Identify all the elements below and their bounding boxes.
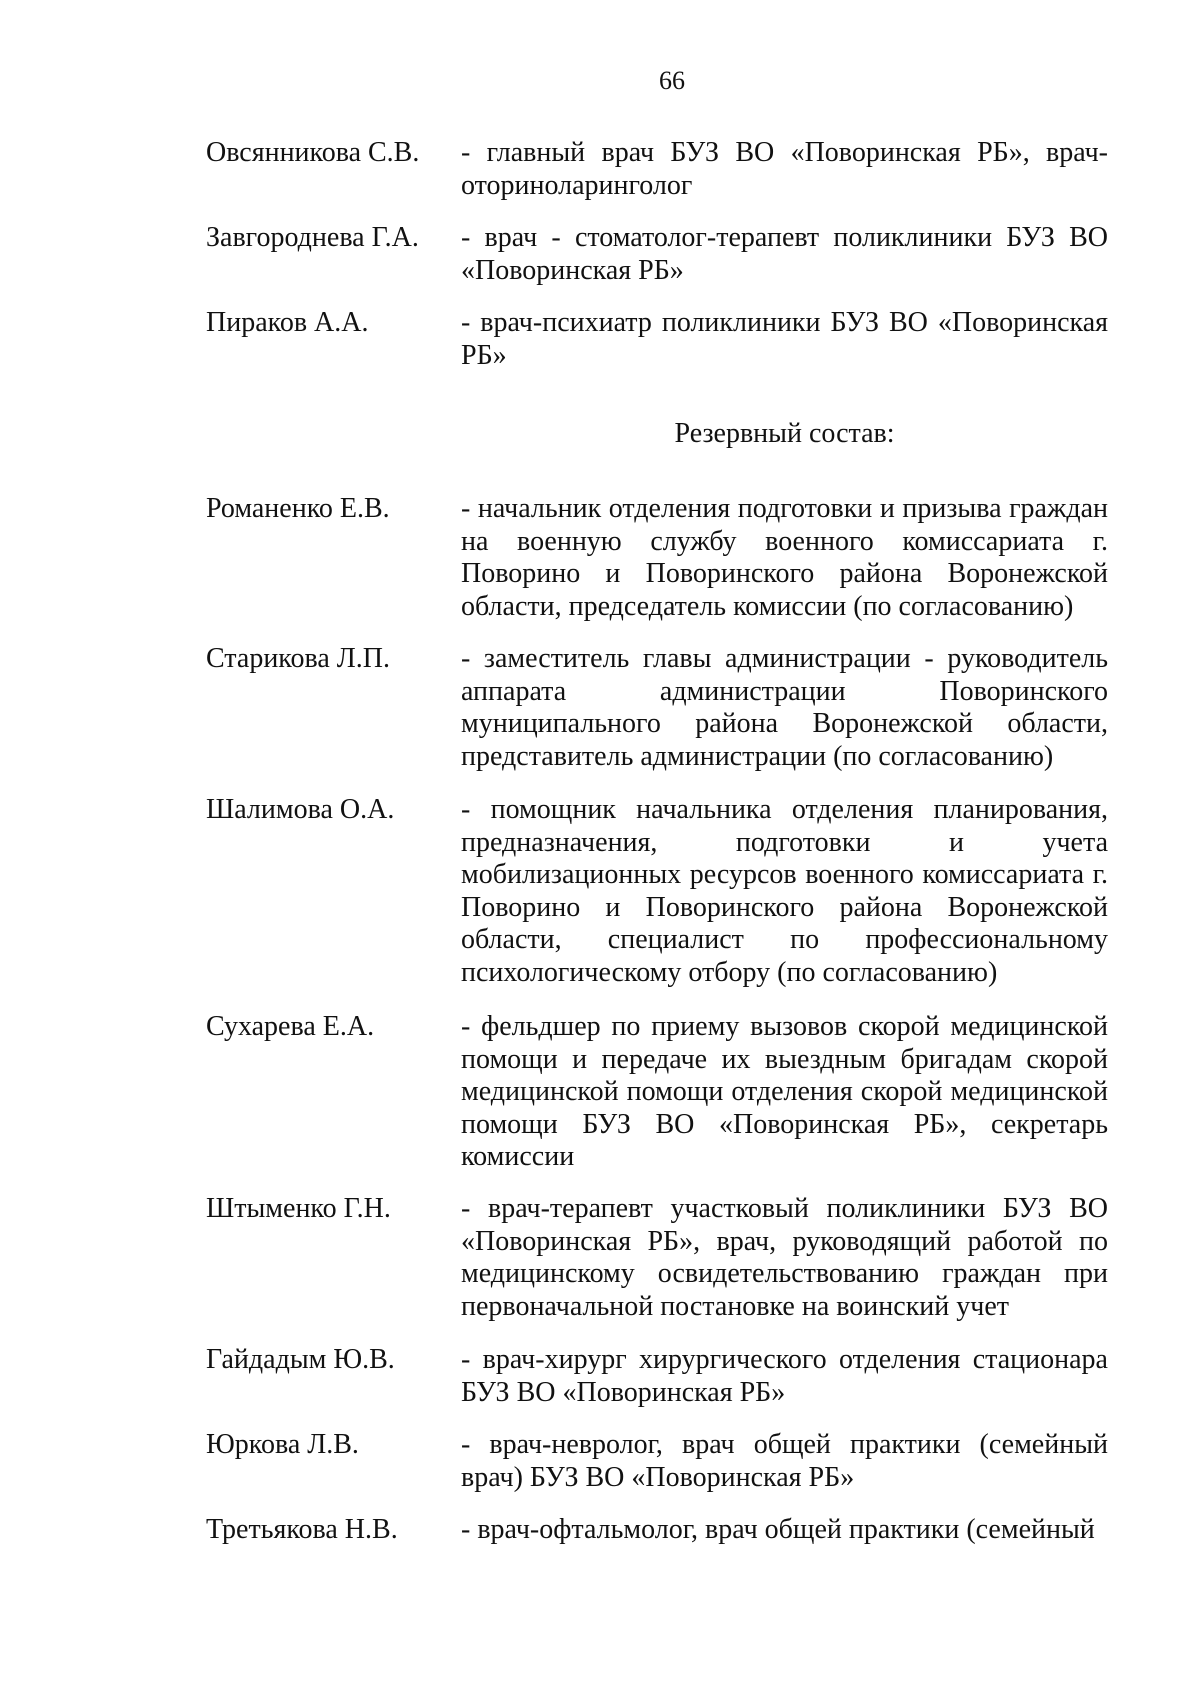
member-name: Пираков А.А. — [206, 307, 369, 338]
member-name: Старикова Л.П. — [206, 643, 390, 674]
reserve-heading: Резервный состав: — [674, 418, 895, 449]
member-name: Сухарева Е.А. — [206, 1011, 375, 1042]
member-name: Шалимова О.А. — [206, 794, 395, 825]
member-role: - начальник отделения подготовки и призыва граждан на военную службу военного комиссариата г. Поворино и Поворинского района Воронежской области, председатель комиссии (по согласованию) — [461, 493, 1108, 622]
member-role: - врач-психиатр поликлиники БУЗ ВО «Поворинская РБ» — [461, 307, 1108, 371]
member-name: Штыменко Г.Н. — [206, 1193, 391, 1224]
member-role: - фельдшер по приему вызовов скорой медицинской помощи и передаче их выездным бригадам скорой медицинской помощи отделения скорой медицинской помощи БУЗ ВО «Поворинская РБ», секретарь комиссии — [461, 1011, 1108, 1172]
member-name: Завгороднева Г.А. — [206, 222, 419, 253]
member-role: - врач-офтальмолог, врач общей практики (семейный — [461, 1514, 1095, 1545]
member-role: - врач-терапевт участковый поликлиники БУЗ ВО «Поворинская РБ», врач, руководящий работой по медицинскому освидетельствованию граждан при первоначальной постановке на воинский учет — [461, 1193, 1108, 1322]
member-role: - заместитель главы администрации - руководитель аппарата администрации Поворинского муниципального района Воронежской области, представитель администрации (по согласованию) — [461, 643, 1108, 772]
member-role: - врач - стоматолог-терапевт поликлиники БУЗ ВО «Поворинская РБ» — [461, 222, 1108, 286]
member-name: Романенко Е.В. — [206, 493, 390, 524]
member-name: Юркова Л.В. — [206, 1429, 359, 1460]
member-name: Овсянникова С.В. — [206, 137, 420, 168]
member-role: - врач-невролог, врач общей практики (семейный врач) БУЗ ВО «Поворинская РБ» — [461, 1429, 1108, 1493]
member-name: Гайдадым Ю.В. — [206, 1344, 395, 1375]
page-number: 66 — [659, 66, 685, 95]
member-name: Третьякова Н.В. — [206, 1514, 398, 1545]
member-role: - врач-хирург хирургического отделения стационара БУЗ ВО «Поворинская РБ» — [461, 1344, 1108, 1408]
member-role: - помощник начальника отделения планирования, предназначения, подготовки и учета мобилизационных ресурсов военного комиссариата г. Поворино и Поворинского района Воронежской области, специалист по профессиональному психологическому отбору (по согласованию) — [461, 794, 1108, 988]
member-role: - главный врач БУЗ ВО «Поворинская РБ», врач-оториноларинголог — [461, 137, 1108, 201]
